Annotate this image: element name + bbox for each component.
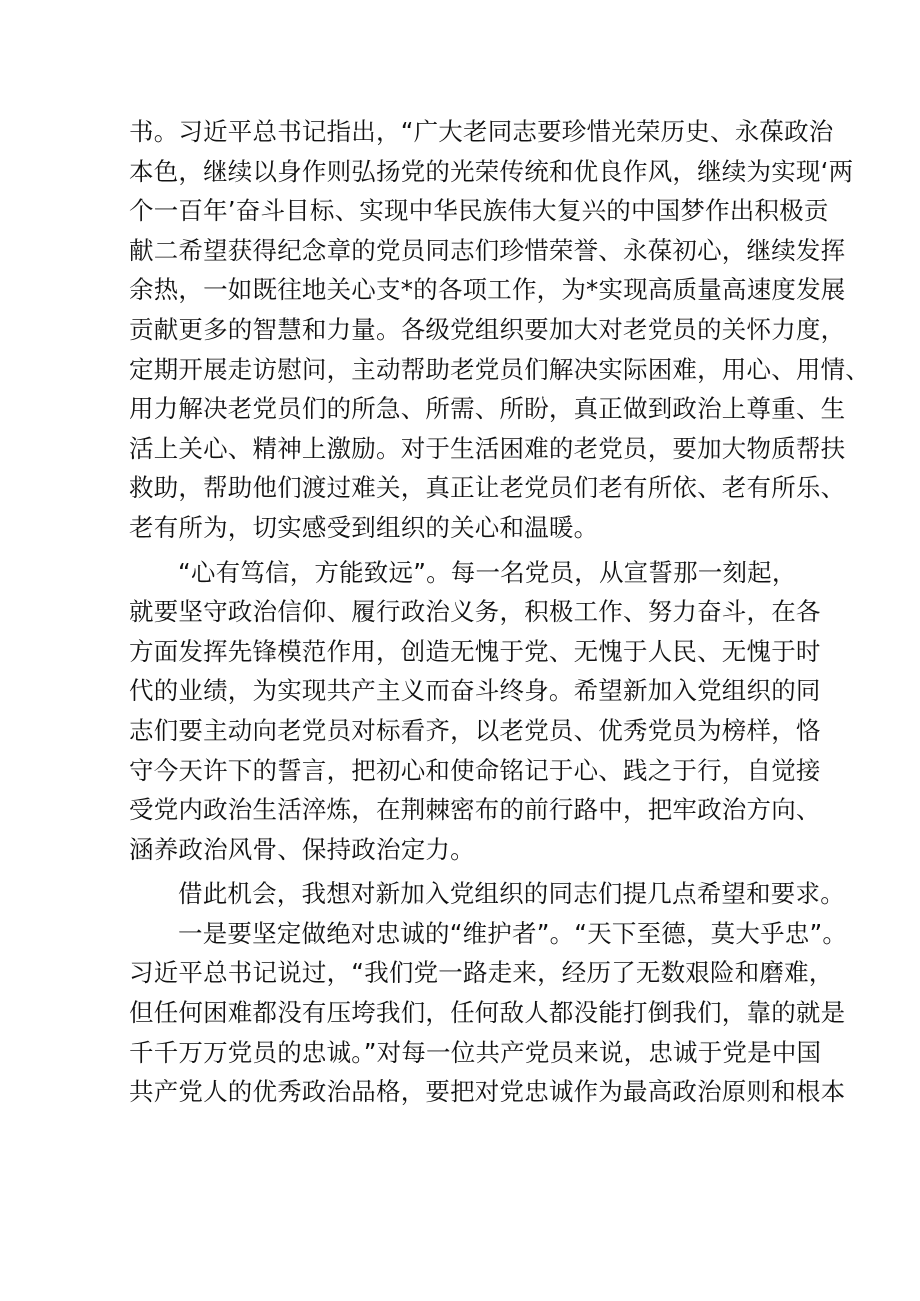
text-line: 书。习近平总书记指出，“广大老同志要珍惜光荣历史、永葆政治 xyxy=(129,117,834,146)
text-line: 个一百年’奋斗目标、实现中华民族伟大复兴的中国梦作出积极贡 xyxy=(129,196,829,226)
text-line: 志们要主动向老党员对标看齐，以老党员、优秀党员为榜样，恪 xyxy=(129,715,821,745)
paragraph xyxy=(129,874,845,914)
text-line: 代的业绩，为实现共产主义而奋斗终身。希望新加入党组织的同 xyxy=(129,676,821,706)
text-line: 献二希望获得纪念章的党员同志们珍惜荣誉、永葆初心，继续发挥 xyxy=(129,235,846,265)
text-line: 受党内政治生活淬炼，在荆棘密布的前行路中，把牢政治方向、 xyxy=(129,795,821,825)
text-line-first: 一是要坚定做绝对忠诚的“维护者”。“天下至德，莫大乎忠”。 xyxy=(178,918,848,948)
paragraph xyxy=(129,553,821,870)
text-line: 守今天许下的誓言，把初心和使命铭记于心、践之于行，自觉接 xyxy=(129,755,821,785)
text-line: 贡献更多的智慧和力量。各级党组织要加大对老党员的关怀力度， xyxy=(129,314,846,344)
paragraph xyxy=(129,112,870,548)
text-line: 习近平总书记说过，“我们党一路走来，经历了无数艰险和磨难， xyxy=(129,958,834,988)
text-line: 定期开展走访慰问，主动帮助老党员们解决实际困难，用心、用情、 xyxy=(129,354,870,384)
paragraph xyxy=(129,914,848,1112)
text-line: 余热，一如既往地关心支*的各项工作，为*实现高质量高速度发展 xyxy=(129,275,846,305)
text-line: 就要坚守政治信仰、履行政治义务，积极工作、努力奋斗，在各 xyxy=(129,597,821,627)
text-line: 用力解决老党员们的所急、所需、所盼，真正做到政治上尊重、生 xyxy=(129,394,846,424)
text-line: 千千万万党员的忠诚。”对每一位共产党员来说，忠诚于党是中国 xyxy=(129,1037,822,1067)
text-line: 但任何困难都没有压垮我们，任何敌人都没能打倒我们，靠的就是 xyxy=(129,998,846,1028)
text-line: 共产党人的优秀政治品格，要把对党忠诚作为最高政治原则和根本 xyxy=(129,1077,846,1107)
text-line: 涵养政治风骨、保持政治定力。 xyxy=(129,834,475,864)
text-line: 本色，继续以身作则弘扬党的光荣传统和优良作风，继续为实现‘两 xyxy=(129,156,854,186)
text-line: 活上关心、精神上激励。对于生活困难的老党员，要加大物质帮扶 xyxy=(129,433,846,463)
body-text xyxy=(129,112,870,1112)
text-line-first: 借此机会，我想对新加入党组织的同志们提几点希望和要求。 xyxy=(178,879,845,909)
text-line: 方面发挥先锋模范作用，创造无愧于党、无愧于人民、无愧于时 xyxy=(129,636,821,666)
text-line-first: “心有笃信，方能致远”。每一名党员，从宣誓那一刻起， xyxy=(178,557,797,587)
text-line: 救助，帮助他们渡过难关，真正让老党员们老有所依、老有所乐、 xyxy=(129,473,846,503)
text-line: 老有所为，切实感受到组织的关心和温暖。 xyxy=(129,512,599,542)
